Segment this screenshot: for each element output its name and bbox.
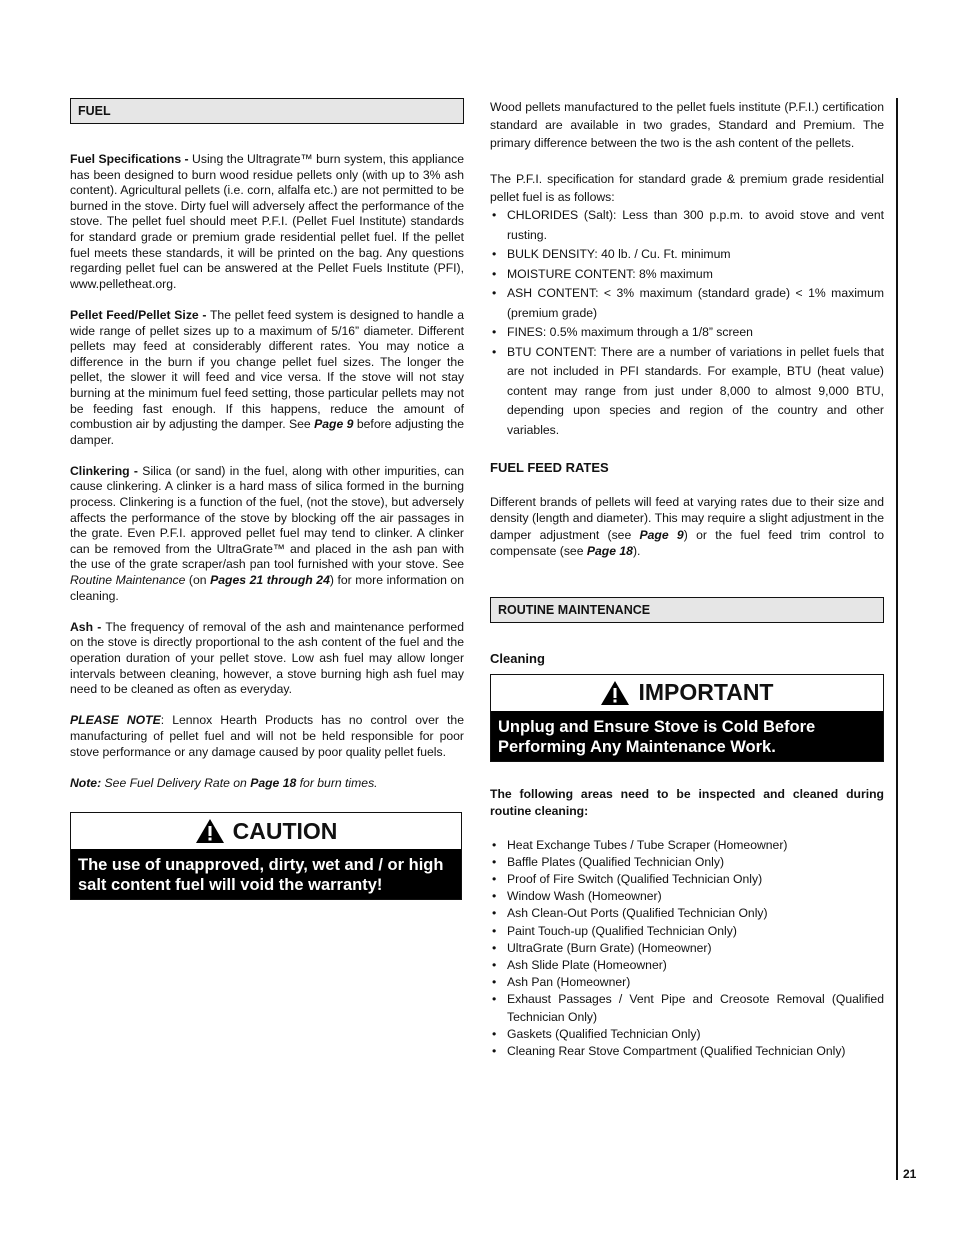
warning-triangle-icon xyxy=(600,680,630,706)
inspect-list xyxy=(490,837,884,1061)
important-title-row xyxy=(491,675,883,711)
ash-label: Ash - xyxy=(70,619,102,634)
inspect-item: • Gaskets (Qualified Technician Only) xyxy=(490,1026,884,1043)
pellet-feed-paragraph xyxy=(70,308,464,448)
inspect-item: • Exhaust Passages / Vent Pipe and Creosote Removal (Qualified Technician Only) xyxy=(490,991,884,1025)
caution-box xyxy=(70,812,462,900)
clinkering-italic-ref: Routine Maintenance xyxy=(70,573,186,588)
pellet-grades-intro: Wood pellets manufactured to the pellet fuels institute (P.F.I.) certification standard are available in two grades, Standard and Premium. The primary difference between the two is the ash content of the pellets. xyxy=(490,100,884,150)
pfi-spec-intro: The P.F.I. specification for standard grade & premium grade residential pellet fuel is as follows: xyxy=(490,172,884,204)
ash-paragraph xyxy=(70,620,464,698)
note-paragraph xyxy=(70,776,464,792)
fuel-specifications-paragraph xyxy=(70,152,464,292)
please-note-label: PLEASE NOTE xyxy=(70,713,161,728)
inspect-item: • Heat Exchange Tubes / Tube Scraper (Homeowner) xyxy=(490,837,884,854)
clinkering-paragraph xyxy=(70,464,464,604)
inspect-item: • Ash Slide Plate (Homeowner) xyxy=(490,957,884,974)
ash-text: The frequency of removal of the ash and maintenance performed on the stove is directly proportional to the ash content of the fuel and the operation duration of your pellet stove. Low ash fuel may allow longer intervals between cleaning, however, a stove burning high ash fuel may need to be cleaned as often as everyday. xyxy=(70,619,464,697)
inspect-item: • Baffle Plates (Qualified Technician Only) xyxy=(490,854,884,871)
inspect-item: • Paint Touch-up (Qualified Technician Only) xyxy=(490,923,884,940)
pfi-spec-item: • MOISTURE CONTENT: 8% maximum xyxy=(490,265,884,285)
left-column xyxy=(70,98,464,900)
clinkering-page-ref: Pages 21 through 24 xyxy=(210,573,330,588)
feed-rates-mid: ) or the fuel feed trim control to compensate (see xyxy=(490,527,884,559)
inspect-intro: The following areas need to be inspected and cleaned during routine cleaning: xyxy=(490,786,884,818)
column-rule xyxy=(896,98,898,1180)
feed-rates-tail: ). xyxy=(632,544,641,559)
note-label: Note: xyxy=(70,775,102,790)
pfi-spec-item: • ASH CONTENT: < 3% maximum (standard grade) < 1% maximum (premium grade) xyxy=(490,284,884,323)
note-tail: for burn times. xyxy=(296,775,378,790)
right-column xyxy=(490,98,884,1060)
pfi-spec-item: • FINES: 0.5% maximum through a 1/8” screen xyxy=(490,323,884,343)
fuel-specs-text: Using the Ultragrate™ burn system, this appliance has been designed to burn wood residue pellets only (with up to 3% ash content). Agricultural pellets (i.e. corn, alfalfa etc.) are not permitted to be burned in the stove. Dirty fuel will adversely affect the performance of the stove. The pellet fuel should meet P.F.I. (Pellet Fuel Institute) standards for standard grade or premium grade residential pellet fuel. If the pellet fuel meets these standards, it will be printed on the bag. Any questions regarding pellet fuel can be answered at the Pellet Fuels Institute (PFI), www.pelletheat.org. xyxy=(70,152,464,291)
warning-triangle-icon xyxy=(195,818,225,844)
note-text: See Fuel Delivery Rate on xyxy=(101,775,251,790)
pellet-feed-tail: before adjusting the damper. xyxy=(70,417,464,447)
pellet-feed-page-ref: Page 9 xyxy=(314,417,354,432)
note-page-ref: Page 18 xyxy=(250,775,297,790)
inspect-item: • Proof of Fire Switch (Qualified Technician Only) xyxy=(490,871,884,888)
pfi-spec-item: • CHLORIDES (Salt): Less than 300 p.p.m. to avoid stove and vent rusting. xyxy=(490,206,884,245)
clinkering-text: Silica (or sand) in the fuel, along with other impurities, can cause clinkering. A clinker is a hard mass of silica formed in the burning process. Clinkering is a function of the fuel, (not the stove), but adversely affects the performance of the stove by blocking off the air passages in the grate. Even P.F.I. approved pellet fuel may tend to clinker. A clinker can be removed from the UltraGrate™ and placed in the ash pan with the use of the grate scraper/ash pan tool furnished with your stove. See xyxy=(70,463,464,572)
please-note-text: : Lennox Hearth Products has no control over the manufacturing of pellet fuel and will not be held responsible for poor stove performance or any damage caused by poor quality pellet fuels. xyxy=(70,713,464,759)
page-number: 21 xyxy=(903,1167,917,1181)
pfi-spec-item: • BTU CONTENT: There are a number of variations in pellet fuels that are not included in PFI standards. For example, BTU (heat value) content may range from just under 8,000 to almost 9,000 BTU, depending upon species and region of the country and other variables. xyxy=(490,343,884,441)
pellet-feed-text: The pellet feed system is designed to handle a wide range of pellet sizes up to a maximum of 5/16” diameter. Different pellets may feed at considerably different rates. You may notice a difference in the burn if you change pellet fuel sizes. The longer the pellet, the slower it will feed and vice versa. If the stove will not stay burning at the minimum fuel feed setting, those particular pellets may not be feeding fast enough. If this happens, reduce the amount of combustion air by adjusting the damper. See xyxy=(70,307,464,432)
clinkering-on: (on xyxy=(185,573,211,588)
important-box xyxy=(490,674,884,762)
inspect-item: • Cleaning Rear Stove Compartment (Qualified Technician Only) xyxy=(490,1043,884,1060)
feed-rates-text: Different brands of pellets will feed at varying rates due to their size and density (length and diameter). This may require a slight adjustment in the damper adjustment (see xyxy=(490,494,884,542)
clinkering-tail: ) for more information on cleaning. xyxy=(70,573,464,603)
important-body: Unplug and Ensure Stove is Cold Before Performing Any Maintenance Work. xyxy=(491,711,883,761)
fuel-heading: FUEL xyxy=(70,98,464,124)
caution-title-row xyxy=(71,813,461,849)
routine-maintenance-heading: ROUTINE MAINTENANCE xyxy=(490,597,884,623)
clinkering-label: Clinkering - xyxy=(70,463,138,478)
caution-body: The use of unapproved, dirty, wet and / or high salt content fuel will void the warranty! xyxy=(71,849,461,899)
pellet-feed-label: Pellet Feed/Pellet Size - xyxy=(70,307,207,322)
inspect-item: • Window Wash (Homeowner) xyxy=(490,888,884,905)
please-note-paragraph xyxy=(70,713,464,760)
important-title: IMPORTANT xyxy=(638,678,774,705)
inspect-item: • Ash Clean-Out Ports (Qualified Technician Only) xyxy=(490,905,884,922)
cleaning-heading: Cleaning xyxy=(490,650,545,666)
feed-rates-ref-page-9: Page 9 xyxy=(639,527,684,542)
inspect-item: • UltraGrate (Burn Grate) (Homeowner) xyxy=(490,940,884,957)
pfi-spec-item: • BULK DENSITY: 40 lb. / Cu. Ft. minimum xyxy=(490,245,884,265)
fuel-specs-label: Fuel Specifications - xyxy=(70,152,189,166)
caution-title: CAUTION xyxy=(232,817,338,844)
pfi-spec-list xyxy=(490,206,884,440)
fuel-feed-rates-heading: FUEL FEED RATES xyxy=(490,460,609,475)
inspect-item: • Ash Pan (Homeowner) xyxy=(490,974,884,991)
fuel-feed-rates-paragraph xyxy=(490,494,884,560)
feed-rates-ref-page-18: Page 18 xyxy=(586,544,633,559)
